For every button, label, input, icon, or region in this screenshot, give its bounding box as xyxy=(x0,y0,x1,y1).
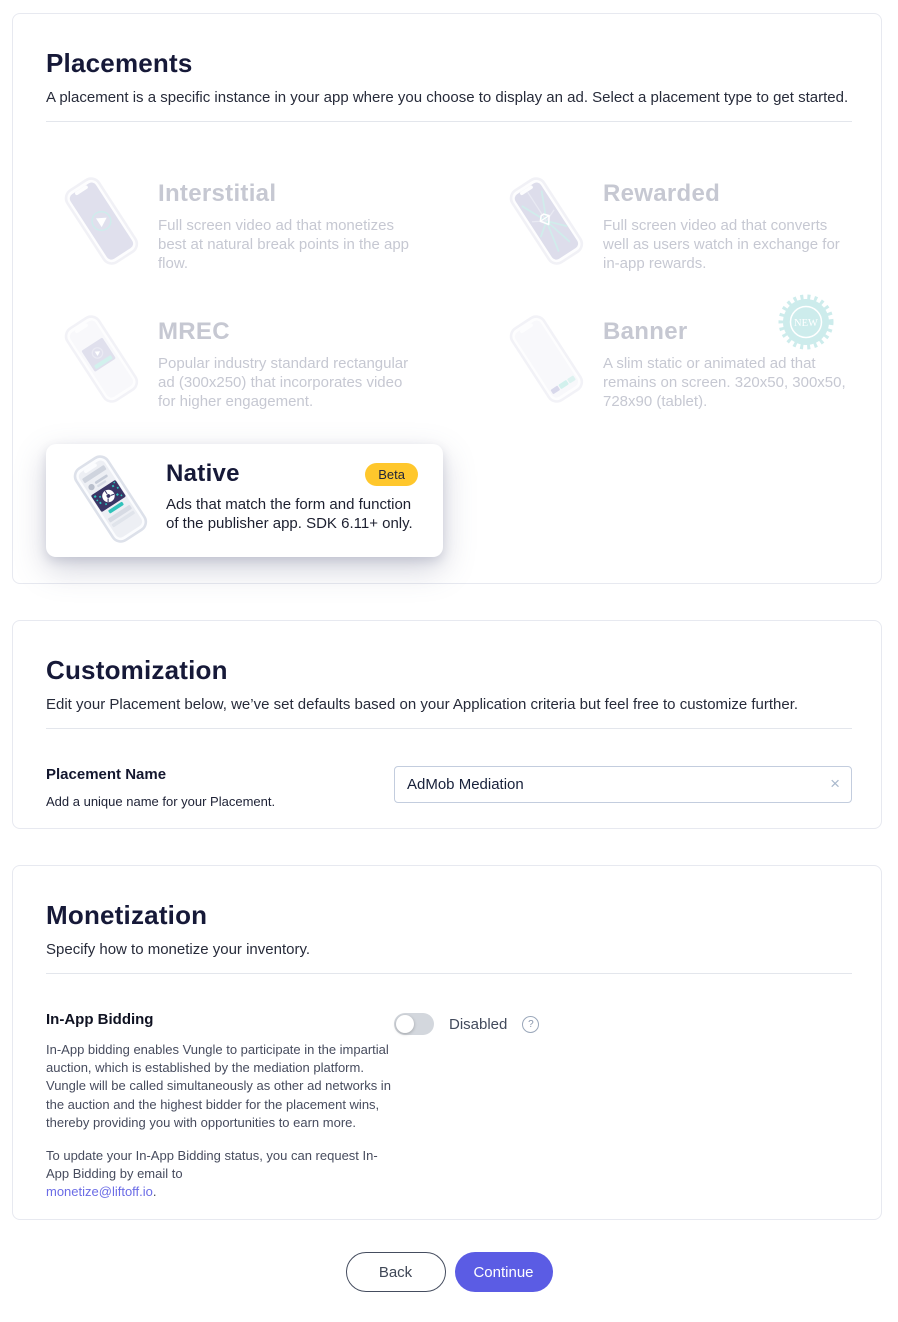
continue-button[interactable]: Continue xyxy=(455,1252,553,1292)
in-app-bidding-toggle[interactable] xyxy=(394,1013,434,1035)
placement-name-input[interactable] xyxy=(394,766,852,803)
in-app-bidding-note: To update your In-App Bidding status, you can request In-App Bidding by email to monetize@liftoff.io. xyxy=(46,1147,378,1200)
placement-option-banner[interactable] xyxy=(491,306,852,418)
divider xyxy=(46,973,852,974)
placement-option-title: Interstitial xyxy=(158,180,277,207)
placement-option-description: Full screen video ad that monetizes best at natural break points in the app flow. xyxy=(158,217,410,272)
in-app-bidding-row xyxy=(46,1011,852,1202)
back-button[interactable]: Back xyxy=(346,1252,446,1292)
beta-badge: Beta xyxy=(365,463,418,486)
native-phone-icon xyxy=(56,454,166,550)
placement-option-interstitial[interactable] xyxy=(46,168,443,280)
divider xyxy=(46,121,852,122)
svg-text:NEW: NEW xyxy=(794,318,818,329)
placement-option-description: Full screen video ad that converts well as users watch in exchange for in-app rewards. xyxy=(603,217,840,272)
placement-option-native-selected[interactable] xyxy=(46,444,443,557)
placement-name-label: Placement Name xyxy=(46,766,167,783)
placement-option-title: Banner xyxy=(603,318,688,345)
interstitial-phone-icon xyxy=(46,168,158,280)
placement-option-description: A slim static or animated ad that remains on screen. 320x50, 300x50, 728x90 (tablet). xyxy=(603,355,846,410)
placement-option-description: Popular industry standard rectangular ad (300x250) that incorporates video for higher engagement. xyxy=(158,355,409,410)
customization-subtitle: Edit your Placement below, we’ve set defaults based on your Application criteria but feel free to customize further. xyxy=(46,696,799,713)
placement-option-title: Native xyxy=(166,460,240,487)
customization-card xyxy=(12,620,882,829)
footer-actions xyxy=(0,1252,898,1292)
placements-title: Placements xyxy=(46,48,193,78)
toggle-knob xyxy=(396,1015,414,1033)
placements-subtitle: A placement is a specific instance in your app where you choose to display an ad. Select a placement type to get started. xyxy=(46,89,849,106)
placement-option-mrec[interactable] xyxy=(46,306,443,418)
divider xyxy=(46,728,852,729)
rewarded-phone-icon xyxy=(491,168,603,280)
placements-card xyxy=(12,13,882,584)
placement-name-helper: Add a unique name for your Placement. xyxy=(46,794,276,809)
monetization-title: Monetization xyxy=(46,900,208,930)
in-app-bidding-label: In-App Bidding xyxy=(46,1011,154,1028)
monetization-card xyxy=(12,865,882,1220)
placement-option-rewarded[interactable] xyxy=(491,168,852,280)
in-app-bidding-status: Disabled xyxy=(449,1015,508,1033)
monetization-subtitle: Specify how to monetize your inventory. xyxy=(46,941,311,958)
placement-type-grid xyxy=(46,168,852,557)
mrec-phone-icon xyxy=(46,306,158,418)
banner-phone-icon xyxy=(491,306,603,418)
monetize-email-link[interactable]: monetize@liftoff.io xyxy=(46,1184,153,1200)
in-app-bidding-description: In-App bidding enables Vungle to participate in the impartial auction, which is established by the mediation platform. Vungle will be called simultaneously as other ad networks in the auction and the highest bidder for the placement wins, thereby providing you with opportunities to earn more. xyxy=(46,1042,391,1130)
placement-option-description: Ads that match the form and function of the publisher app. SDK 6.11+ only. xyxy=(166,496,413,532)
new-badge-icon xyxy=(778,294,834,350)
placement-name-row xyxy=(46,766,852,809)
placement-option-title: MREC xyxy=(158,318,230,345)
help-question-icon[interactable]: ? xyxy=(522,1016,539,1033)
clear-input-icon[interactable]: × xyxy=(830,774,840,793)
placement-option-title: Rewarded xyxy=(603,180,721,207)
customization-title: Customization xyxy=(46,655,228,685)
